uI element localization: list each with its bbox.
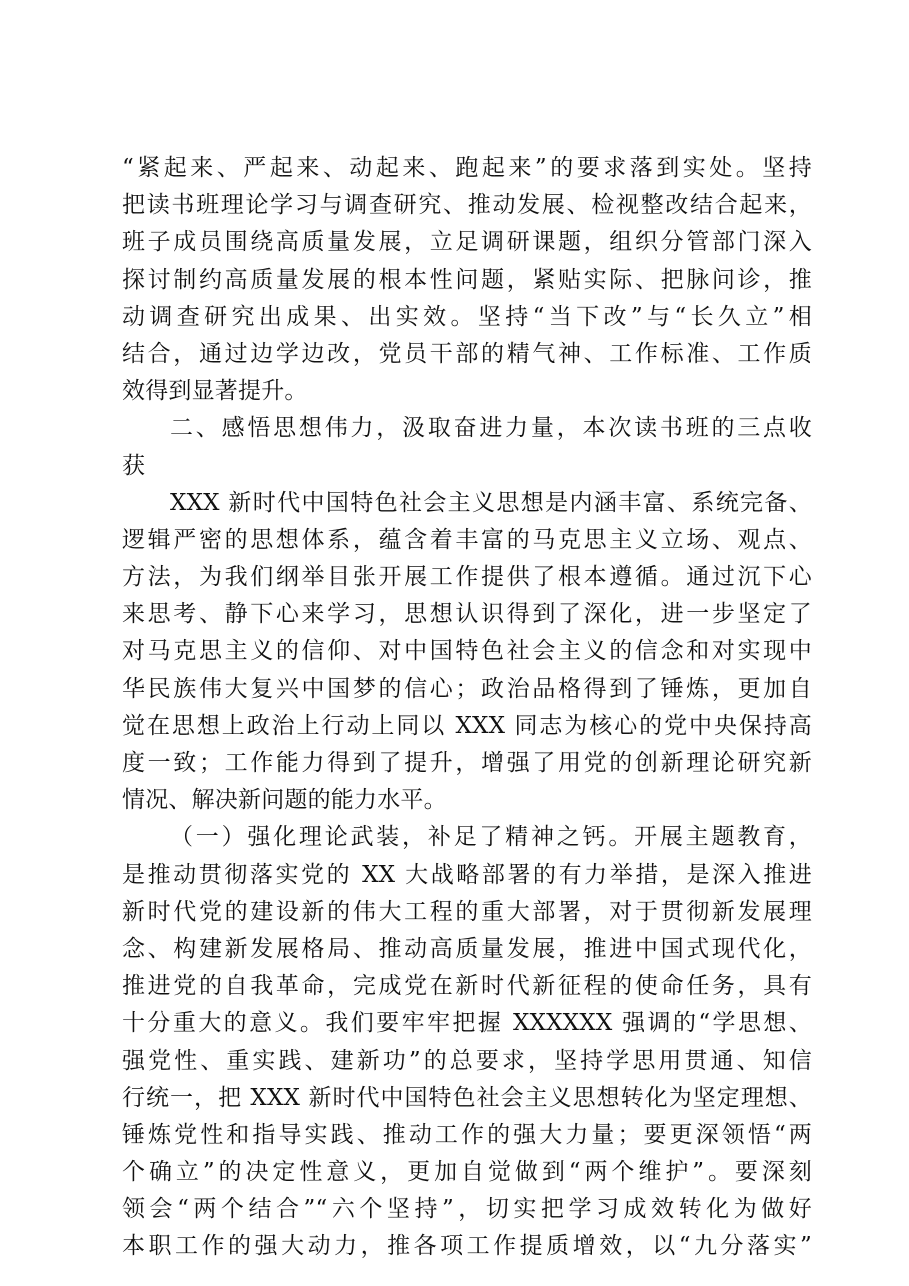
text-line: 念、构建新发展格局、推动高质量发展，推进中国式现代化， xyxy=(122,935,812,962)
text-line: 本职工作的强大动力，推各项工作提质增效，以“九分落实” xyxy=(122,1233,812,1260)
text-line: 把读书班理论学习与调查研究、推动发展、检视整改结合起来， xyxy=(122,192,812,219)
text-line: 行统一，把 XXX 新时代中国特色社会主义思想转化为坚定理想、 xyxy=(122,1084,812,1111)
text-line: 逻辑严密的思想体系，蕴含着丰富的马克思主义立场、观点、 xyxy=(122,526,812,553)
text-line: 领会“两个结合”“六个坚持”，切实把学习成效转化为做好 xyxy=(122,1196,812,1223)
text-line: 强党性、重实践、建新功”的总要求，坚持学思用贯通、知信 xyxy=(122,1047,812,1074)
text-line: 推进党的自我革命，完成党在新时代新征程的使命任务，具有 xyxy=(122,973,812,1000)
text-line: 动调查研究出成果、出实效。坚持“当下改”与“长久立”相 xyxy=(122,303,812,330)
document-body xyxy=(122,150,812,1266)
text-line: 锤炼党性和指导实践、推动工作的强大力量；要更深领悟“两 xyxy=(122,1121,812,1148)
text-line: 来思考、静下心来学习，思想认识得到了深化，进一步坚定了 xyxy=(122,601,812,628)
text-line: “紧起来、严起来、动起来、跑起来”的要求落到实处。坚持 xyxy=(122,155,812,181)
text-line: 新时代党的建设新的伟大工程的重大部署，对于贯彻新发展理 xyxy=(122,898,812,925)
text-line: 班子成员围绕高质量发展，立足调研课题，组织分管部门深入 xyxy=(122,229,812,256)
text-line: 效得到显著提升。 xyxy=(122,378,308,405)
text-line: 结合，通过边学边改，党员干部的精气神、工作标准、工作质 xyxy=(122,340,812,367)
section-heading-line: 二、感悟思想伟力，汲取奋进力量，本次读书班的三点收 xyxy=(170,415,812,442)
text-line: XXX 新时代中国特色社会主义思想是内涵丰富、系统完备、 xyxy=(170,489,812,516)
subsection-heading-line: （一）强化理论武装，补足了精神之钙。开展主题教育， xyxy=(170,824,812,851)
text-line: 方法，为我们纲举目张开展工作提供了根本遵循。通过沉下心 xyxy=(122,564,812,591)
text-line: 个确立”的决定性意义，更加自觉做到“两个维护”。要深刻 xyxy=(122,1159,812,1186)
text-line: 度一致；工作能力得到了提升，增强了用党的创新理论研究新 xyxy=(122,750,812,776)
text-line: 是推动贯彻落实党的 XX 大战略部署的有力举措，是深入推进 xyxy=(122,861,812,888)
text-line: 探讨制约高质量发展的根本性问题，紧贴实际、把脉问诊，推 xyxy=(122,266,812,293)
text-line: 情况、解决新问题的能力水平。 xyxy=(122,787,447,814)
text-line: 十分重大的意义。我们要牢牢把握 XXXXXX 强调的“学思想、 xyxy=(122,1010,812,1037)
text-line: 对马克思主义的信仰、对中国特色社会主义的信念和对实现中 xyxy=(122,638,812,665)
text-line: 华民族伟大复兴中国梦的信心；政治品格得到了锤炼，更加自 xyxy=(122,675,812,702)
section-heading-line: 获 xyxy=(122,452,146,479)
text-line: 觉在思想上政治上行动上同以 XXX 同志为核心的党中央保持高 xyxy=(122,712,812,739)
